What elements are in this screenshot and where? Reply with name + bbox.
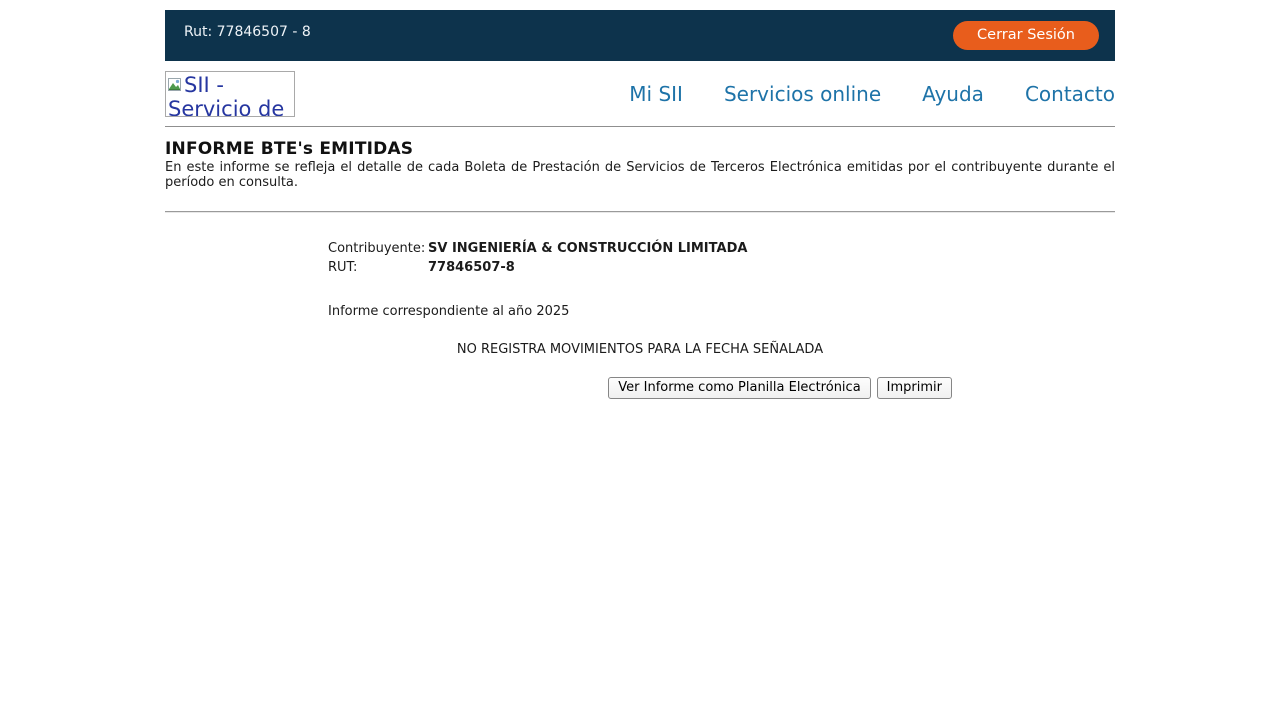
session-rut-label: Rut: 77846507 - 8 — [184, 23, 311, 40]
contribuyente-label: Contribuyente: — [328, 241, 426, 256]
table-row-rut — [328, 258, 747, 277]
sii-logo-link[interactable] — [165, 71, 295, 117]
nav-mi-sii[interactable]: Mi SII — [629, 81, 683, 106]
site-header — [165, 61, 1115, 126]
no-movements-message: NO REGISTRA MOVIMIENTOS PARA LA FECHA SEÑALADA — [456, 342, 824, 357]
nav-servicios-online[interactable]: Servicios online — [723, 81, 882, 106]
print-button[interactable]: Imprimir — [877, 377, 952, 399]
section-divider — [165, 211, 1115, 213]
sii-logo-alt-text: SII - Servicio de — [168, 72, 285, 117]
report-actions — [328, 377, 952, 399]
page-title: INFORME BTE's EMITIDAS — [165, 139, 414, 159]
nav-ayuda[interactable]: Ayuda — [922, 81, 984, 106]
session-bar — [165, 10, 1115, 61]
report-period-line: Informe correspondiente al año 2025 — [328, 304, 570, 319]
main-nav — [629, 82, 1115, 106]
broken-image-icon — [168, 73, 183, 88]
table-row-contribuyente — [328, 239, 747, 258]
nav-contacto[interactable]: Contacto — [1024, 81, 1115, 106]
taxpayer-info-table — [328, 239, 747, 277]
rut-label: RUT: — [328, 260, 358, 275]
contribuyente-value: SV INGENIERÍA & CONSTRUCCIÓN LIMITADA — [428, 241, 748, 256]
header-divider — [165, 126, 1115, 127]
report-body — [328, 239, 952, 399]
main-container — [165, 10, 1115, 399]
logout-button[interactable]: Cerrar Sesión — [953, 21, 1099, 50]
rut-value: 77846507-8 — [428, 260, 515, 275]
view-spreadsheet-button[interactable]: Ver Informe como Planilla Electrónica — [608, 377, 870, 399]
report-description: En este informe se refleja el detalle de cada Boleta de Prestación de Servicios de Terceros Electrónica emitidas por el contribuyente durante el período en consulta. — [165, 160, 1115, 190]
